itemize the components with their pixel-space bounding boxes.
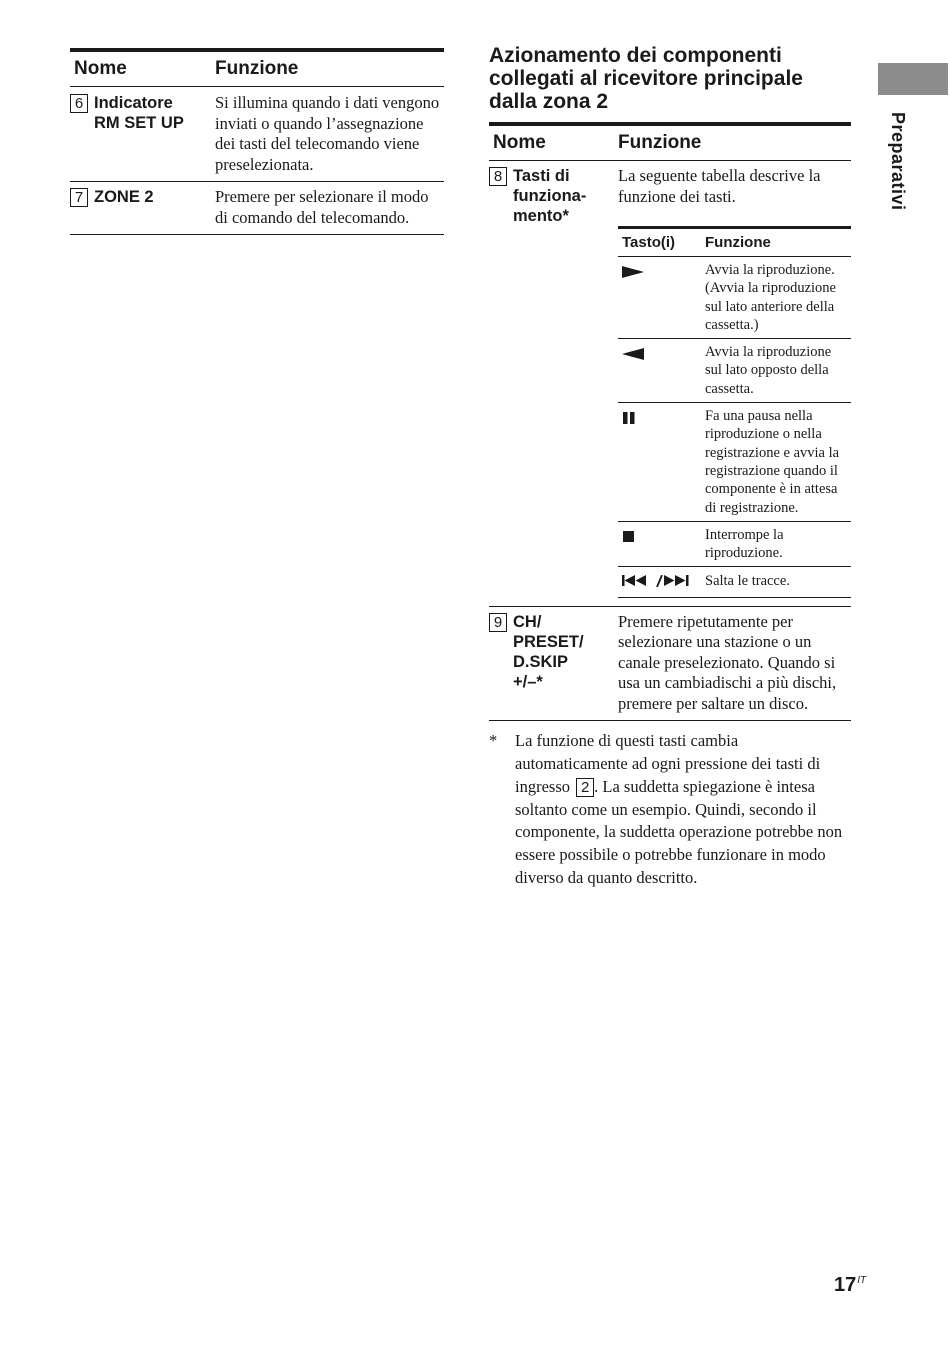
divider (489, 720, 851, 721)
list-item (618, 403, 851, 521)
footnote-text (515, 730, 851, 890)
key-cell (618, 403, 705, 521)
inner-header-row (618, 229, 851, 256)
section-title: Azionamento dei componenti collegati al ricevitore principale dalla zona 2 (489, 44, 803, 113)
row-function: La seguente tabella descrive la funzione dei tasti. (618, 166, 821, 206)
right-column (489, 44, 851, 890)
inner-header-function: Funzione (705, 234, 771, 251)
side-tab-marker (878, 63, 948, 95)
row-name-line: CH/ (513, 612, 542, 631)
item-number-box: 9 (489, 613, 507, 632)
header-name: Nome (74, 58, 127, 79)
key-cell (618, 339, 705, 402)
key-description: Interrompe la riproduzione. (705, 526, 784, 562)
table-header-row (70, 52, 444, 86)
page-number (834, 1274, 866, 1297)
key-cell (618, 522, 705, 567)
list-item (618, 339, 851, 402)
table-row (489, 161, 851, 226)
row-function-wrap (618, 166, 851, 226)
row-function: Premere ripetutamente per selezionare una stazione o un canale preselezionato. Quando si usa un cambiadischi a più dischi, premere per saltare un disco. (618, 611, 837, 713)
side-tab-label: Preparativi (888, 112, 908, 211)
row-name-line: funziona- (513, 187, 587, 205)
list-item (618, 257, 851, 338)
key-description: Avvia la riproduzione. (Avvia la riproduzione sul lato anteriore della cassetta.) (705, 262, 836, 333)
row-name-line: ZONE 2 (94, 188, 154, 206)
row-name (70, 187, 215, 228)
row-name (70, 93, 215, 175)
row-name-line: +/–* (513, 672, 543, 691)
row-name-line: PRESET/ (513, 632, 584, 651)
table-row (489, 607, 851, 721)
keys-table (618, 226, 851, 598)
footnote (489, 730, 851, 890)
item-number-box: 6 (70, 94, 88, 113)
play-reverse-icon (622, 348, 644, 360)
left-table (70, 48, 444, 235)
row-name-line: Indicatore (94, 94, 173, 112)
key-description: Fa una pausa nella riproduzione o nella registrazione e avvia la registrazione quando il componente è in attesa di registrazione. (705, 408, 840, 516)
table-row (70, 182, 444, 234)
item-number-box: 8 (489, 167, 507, 186)
key-cell (618, 257, 705, 338)
row-name (489, 612, 618, 715)
page-number-suffix: IT (857, 1275, 867, 1286)
header-function: Funzione (618, 132, 702, 153)
skip-prev-next-icon (622, 575, 692, 587)
key-cell (618, 567, 705, 596)
inner-header-key: Tasto(i) (622, 234, 676, 251)
key-description: Salta le tracce. (705, 573, 790, 590)
row-function: Premere per selezionare il modo di comando del telecomando. (215, 187, 429, 227)
item-number-box: 7 (70, 188, 88, 207)
list-item (618, 522, 851, 567)
footnote-text-before: La funzione di questi tasti cambia automaticamente ad ogni pressione dei tasti di ingresso (515, 731, 821, 796)
list-item (618, 567, 851, 596)
row-name-line: Tasti di (513, 167, 570, 185)
row-name-line: D.SKIP (513, 652, 569, 671)
table-row (70, 87, 444, 181)
divider (70, 234, 444, 235)
footnote-ref-box: 2 (576, 778, 594, 797)
table-header-row (489, 126, 851, 160)
key-description: Avvia la riproduzione sul lato opposto della cassetta. (705, 344, 832, 397)
row-name-line: mento* (513, 207, 569, 225)
row-function: Si illumina quando i dati vengono inviati o quando l’assegnazione dei tasti del telecomando viene preselezionata. (215, 93, 440, 174)
footnote-marker: * (489, 731, 498, 751)
play-forward-icon (622, 266, 644, 278)
row-name-line: RM SET UP (94, 114, 184, 132)
footnote-text-after: . La suddetta spiegazione è intesa soltanto come un esempio. Quindi, secondo il componente, la suddetta operazione potrebbe non essere possibile o potrebbe funzionare in modo diverso da quanto descritto. (515, 776, 843, 888)
page-number-value: 17 (834, 1274, 857, 1296)
row-name (489, 166, 618, 226)
header-function: Funzione (215, 58, 299, 79)
stop-icon (622, 531, 635, 543)
header-name: Nome (493, 132, 546, 153)
pause-icon (622, 412, 636, 424)
